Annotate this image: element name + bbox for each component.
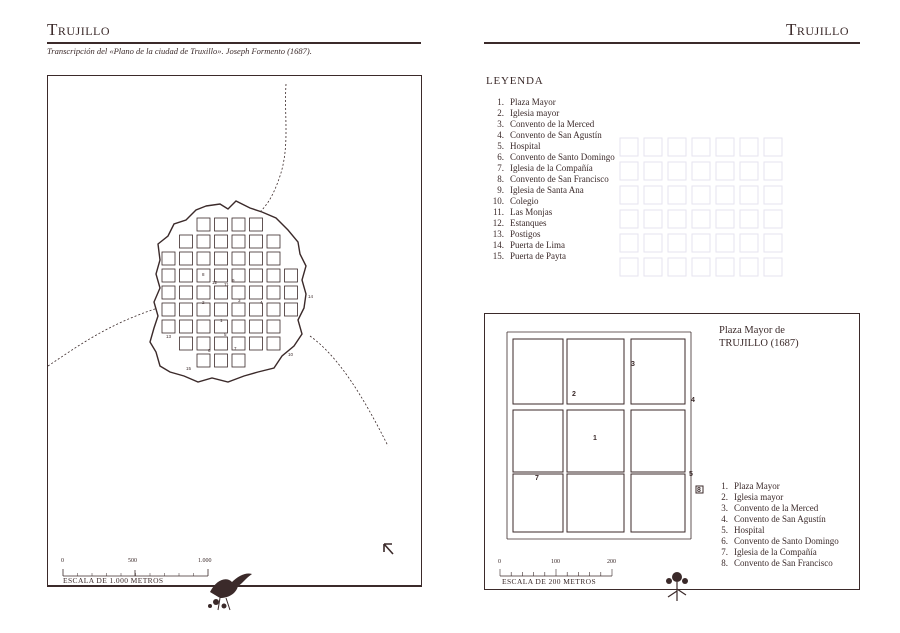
legend-number: 11. (493, 207, 504, 217)
bird-ornament-icon (202, 562, 258, 612)
legend-text: Iglesia de Santa Ana (510, 185, 584, 195)
legend-text: Convento de Santo Domingo (510, 152, 615, 162)
city-map (48, 76, 421, 586)
legend-text: Iglesia de la Compañía (510, 163, 593, 173)
plaza-legend-item (716, 547, 856, 558)
legend-number: 9. (497, 185, 504, 195)
legend-item (486, 97, 615, 108)
plaza-legend-item (716, 558, 856, 569)
map-number-8: 8 (202, 272, 205, 277)
plaza-scale-tick-100: 100 (551, 559, 560, 565)
scale-label: ESCALA DE 1.000 METROS (63, 576, 164, 585)
city-wall (150, 201, 306, 382)
legend-text: Convento de San Francisco (510, 174, 609, 184)
plaza-scale-tick-0: 0 (498, 559, 501, 565)
map-number-3: 3 (238, 298, 241, 303)
map-number-9: 9 (232, 278, 235, 283)
legend-number: 2. (497, 108, 504, 118)
plaza-number-3: 3 (631, 361, 635, 368)
legend-title: LEYENDA (486, 75, 544, 87)
plaza-legend-number: 8. (721, 558, 728, 568)
map-number-12: 12 (212, 280, 218, 285)
plaza-block (513, 339, 563, 404)
legend-text: Convento de San Agustín (510, 130, 602, 140)
legend-text: Iglesia mayor (510, 108, 560, 118)
legend-number: 3. (497, 119, 504, 129)
plaza-legend-text: Convento de San Francisco (734, 558, 833, 568)
plaza-legend-item (716, 481, 856, 492)
legend-item (486, 185, 615, 196)
plaza-legend-number: 6. (721, 536, 728, 546)
legend-text: Puerta de Payta (510, 251, 566, 261)
plaza-block (567, 474, 624, 532)
plaza-title-line2: TRUJILLO (1687) (719, 338, 799, 349)
map-number-10: 10 (288, 352, 294, 357)
legend-item (486, 240, 615, 251)
plaza-legend-number: 2. (721, 492, 728, 502)
plaza-legend-number: 4. (721, 514, 728, 524)
plaza-scale-tick-200: 200 (607, 559, 616, 565)
legend-item (486, 207, 615, 218)
flower-ornament-icon (660, 567, 694, 603)
map-number-1: 1 (220, 318, 223, 323)
scale-tick-1000: 1.000 (198, 558, 212, 564)
legend-text: Puerta de Lima (510, 240, 565, 250)
plaza-number-7: 7 (535, 475, 539, 482)
plaza-legend-text: Iglesia de la Compañía (734, 547, 817, 557)
legend-number: 8. (497, 174, 504, 184)
plaza-block (631, 474, 685, 532)
plaza-legend-item (716, 503, 856, 514)
legend-number: 4. (497, 130, 504, 140)
legend-item (486, 108, 615, 119)
faded-showthrough (600, 118, 800, 298)
plaza-number-5: 5 (689, 471, 693, 478)
map-number-13: 13 (166, 334, 172, 339)
plaza-legend-item (716, 536, 856, 547)
legend-text: Postigos (510, 229, 541, 239)
plaza-number-2: 2 (572, 391, 576, 398)
plaza-block (631, 410, 685, 472)
legend-item (486, 163, 615, 174)
legend-number: 15. (492, 251, 504, 261)
legend-number: 14. (492, 240, 504, 250)
north-arrow-icon (384, 544, 393, 554)
legend-item (486, 196, 615, 207)
legend-number: 12. (492, 218, 504, 228)
legend-text: Plaza Mayor (510, 97, 556, 107)
legend-item (486, 141, 615, 152)
legend-item (486, 218, 615, 229)
legend-number: 13. (492, 229, 504, 239)
legend-number: 7. (497, 163, 504, 173)
legend-text: Colegio (510, 196, 539, 206)
map-number-14: 14 (308, 294, 314, 299)
map-number-5: 5 (224, 332, 227, 337)
city-map-frame (47, 75, 422, 587)
map-number-15: 15 (186, 366, 192, 371)
plaza-legend-item (716, 514, 856, 525)
plaza-legend-text: Convento de Santo Domingo (734, 536, 839, 546)
legend-list (486, 97, 615, 262)
legend-item (486, 174, 615, 185)
plaza-block (513, 410, 563, 472)
legend-item (486, 251, 615, 262)
right-page-title: Trujillo (786, 20, 850, 39)
legend-item (486, 119, 615, 130)
plaza-legend-text: Convento de la Merced (734, 503, 819, 513)
legend-item (486, 229, 615, 240)
plaza-legend-number: 5. (721, 525, 728, 535)
legend-text: Estanques (510, 218, 547, 228)
scale-tick-0: 0 (61, 558, 64, 564)
plaza-legend-text: Iglesia mayor (734, 492, 784, 502)
right-title-rule (484, 42, 860, 44)
legend-item (486, 152, 615, 163)
plaza-legend-text: Convento de San Agustín (734, 514, 826, 524)
legend-number: 10. (492, 196, 504, 206)
plaza-legend-number: 1. (721, 481, 728, 491)
plaza-legend-text: Plaza Mayor (734, 481, 780, 491)
legend-text: Convento de la Merced (510, 119, 595, 129)
legend-number: 5. (497, 141, 504, 151)
plaza-legend-list (716, 481, 856, 569)
plaza-number-1: 1 (593, 435, 597, 442)
plaza-legend-item (716, 525, 856, 536)
plaza-legend-number: 3. (721, 503, 728, 513)
legend-number: 6. (497, 152, 504, 162)
plaza-block (631, 339, 685, 404)
map-number-7: 7 (234, 346, 237, 351)
map-number-11: 11 (224, 282, 229, 287)
map-caption: Transcripción del «Plano de la ciudad de Truxillo». Joseph Formento (1687). (47, 46, 312, 56)
plaza-number-4: 4 (691, 397, 695, 404)
plaza-scale-label: ESCALA DE 200 METROS (502, 577, 597, 586)
plaza-legend-text: Hospital (734, 525, 765, 535)
map-number-4: 4 (260, 300, 263, 305)
left-title-rule (47, 42, 421, 44)
legend-text: Las Monjas (510, 207, 553, 217)
plaza-block (513, 474, 563, 532)
map-number-2: 2 (202, 300, 205, 305)
legend-text: Hospital (510, 141, 541, 151)
plaza-title-line1: Plaza Mayor de (719, 325, 785, 336)
legend-item (486, 130, 615, 141)
plaza-legend-number: 7. (721, 547, 728, 557)
legend-number: 1. (497, 97, 504, 107)
map-number-6: 6 (208, 348, 211, 353)
plaza-number-8: 8 (697, 487, 701, 494)
plaza-legend-item (716, 492, 856, 503)
left-page-title: Trujillo (47, 20, 111, 39)
scale-tick-500: 500 (128, 558, 137, 564)
plaza-map-title (719, 324, 799, 350)
